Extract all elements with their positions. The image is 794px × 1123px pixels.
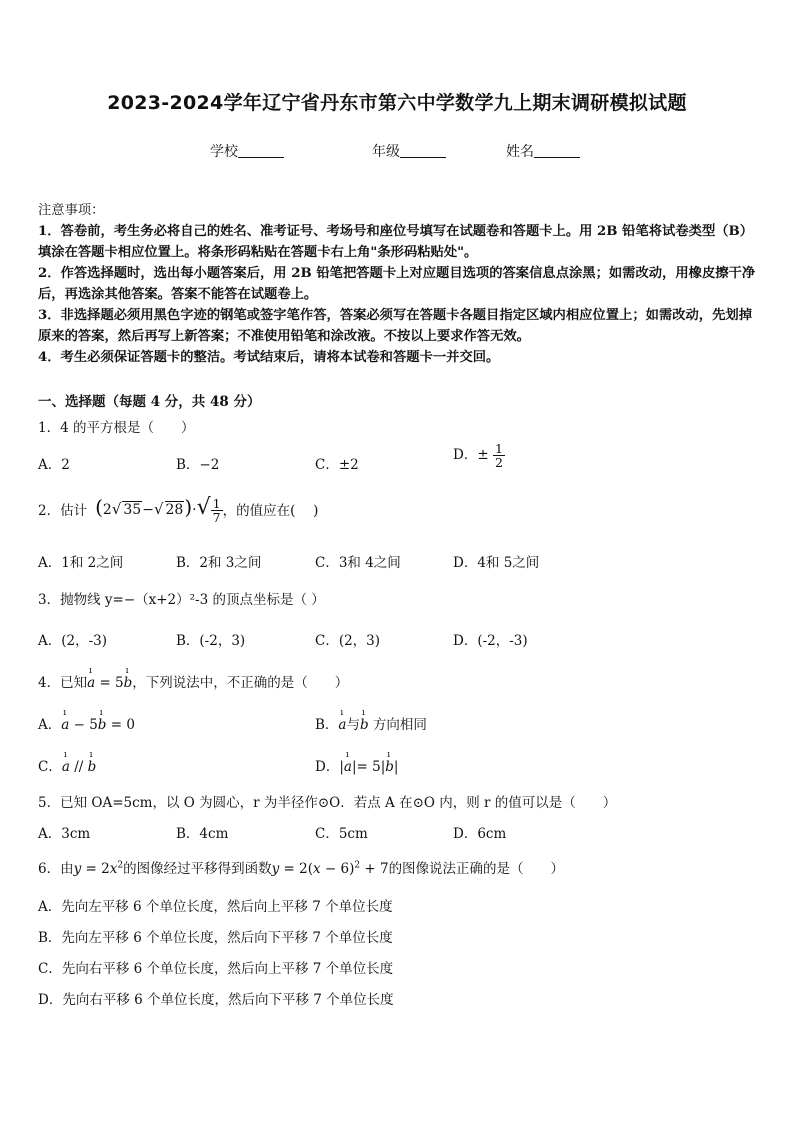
q5-option-c: C．5cm (315, 826, 368, 842)
question-3-stem: 3．抛物线 y=−（x+2）²-3 的顶点坐标是（ ） (38, 592, 325, 608)
name-field: 姓名 (506, 141, 580, 161)
q2-option-c: C．3和 4之间 (315, 555, 401, 571)
q5-option-a: A．3cm (38, 826, 91, 842)
note-item: 2．作答选择题时，选出每小题答案后，用 2B 铅笔把答题卡上对应题目选项的答案信息点涂黑；如需改动，用橡皮擦干净后，再选涂其他答案。答案不能答在试题卷上。 (38, 266, 756, 302)
q2-option-d: D．4和 5之间 (453, 555, 540, 571)
question-5-stem: 5．已知 OA=5cm，以 O 为圆心，r 为半径作⊙O．若点 A 在⊙O 内，则 r 的值可以是（ ） (38, 795, 617, 811)
q5-option-b: B．4cm (176, 826, 229, 842)
q1-option-c: C．±2 (315, 457, 359, 473)
section-heading: 一、选择题（每题 4 分，共 48 分） (38, 394, 261, 410)
q1-option-b: B．−2 (176, 457, 220, 473)
q4-option-b: B．ı a与ı b 方向相同 (315, 713, 427, 733)
q5-option-d: D．6cm (453, 826, 507, 842)
q1-option-a: A．2 (38, 457, 70, 473)
question-4-stem: 4．已知ı a = 5ı b，下列说法中，不正确的是（ ） (38, 671, 348, 691)
q4-option-a: A．ı a − 5ı b = 0 (38, 713, 135, 733)
q3-option-b: B．(-2，3) (176, 633, 246, 649)
q2-formula: (2√ 35−√ 28)·√ $\frac{1}{7}$ (95, 495, 221, 525)
note-item: 4．考生必须保证答题卡的整洁。考试结束后，请将本试卷和答题卡一并交回。 (38, 350, 500, 365)
fraction: $\frac{1}{2}$ (494, 441, 503, 470)
q3-option-d: D．(-2，-3) (453, 633, 528, 649)
note-item: 3．非选择题必须用黑色字迹的钢笔或签字笔作答，答案必须写在答题卡各题目指定区域内相应位置上；如需改动，先划掉原来的答案，然后再写上新答案；不准使用铅笔和涂改液。不按以上要求作答无效。 (38, 308, 752, 344)
q6-option-a: A．先向左平移 6 个单位长度，然后向上平移 7 个单位长度 (38, 899, 393, 915)
question-1-stem: 1．4 的平方根是（ ） (38, 420, 195, 436)
q6-option-b: B．先向左平移 6 个单位长度，然后向下平移 7 个单位长度 (38, 930, 393, 946)
grade-field: 年级 (372, 141, 446, 161)
q6-option-c: C．先向右平移 6 个单位长度，然后向上平移 7 个单位长度 (38, 961, 394, 977)
q2-option-a: A．1和 2之间 (38, 555, 124, 571)
q4-option-c: C．ı a // ı b (38, 755, 96, 775)
q2-option-b: B．2和 3之间 (176, 555, 262, 571)
question-2-stem: 2．估计 (2√ 35−√ 28)·√ $\frac{1}{7}$ ，的值应在( ) (38, 495, 319, 525)
notes-heading: 注意事项： (38, 203, 105, 218)
q3-option-a: A．(2，-3) (38, 633, 108, 649)
q6-option-d: D．先向右平移 6 个单位长度，然后向下平移 7 个单位长度 (38, 992, 394, 1008)
q1-option-d: D．± $\frac{1}{2}$ (453, 441, 503, 470)
page-title: 2023-2024学年辽宁省丹东市第六中学数学九上期末调研模拟试题 (107, 92, 687, 114)
note-item: 1．答卷前，考生务必将自己的姓名、准考证号、考场号和座位号填写在试题卷和答题卡上。用 2B 铅笔将试卷类型（B）填涂在答题卡相应位置上。将条形码粘贴在答题卡右上角"条形码粘贴处"。 (38, 224, 754, 260)
q3-option-c: C．(2，3) (315, 633, 381, 649)
school-field: 学校 (210, 141, 284, 161)
q4-option-d: D．|ı a|= 5|ı b| (315, 755, 398, 775)
question-6-stem: 6．由$y = 2x^2$的图像经过平移得到函数$y = 2(x - 6)^2 + 7$的图像说法正确的是（ ） (38, 860, 565, 877)
